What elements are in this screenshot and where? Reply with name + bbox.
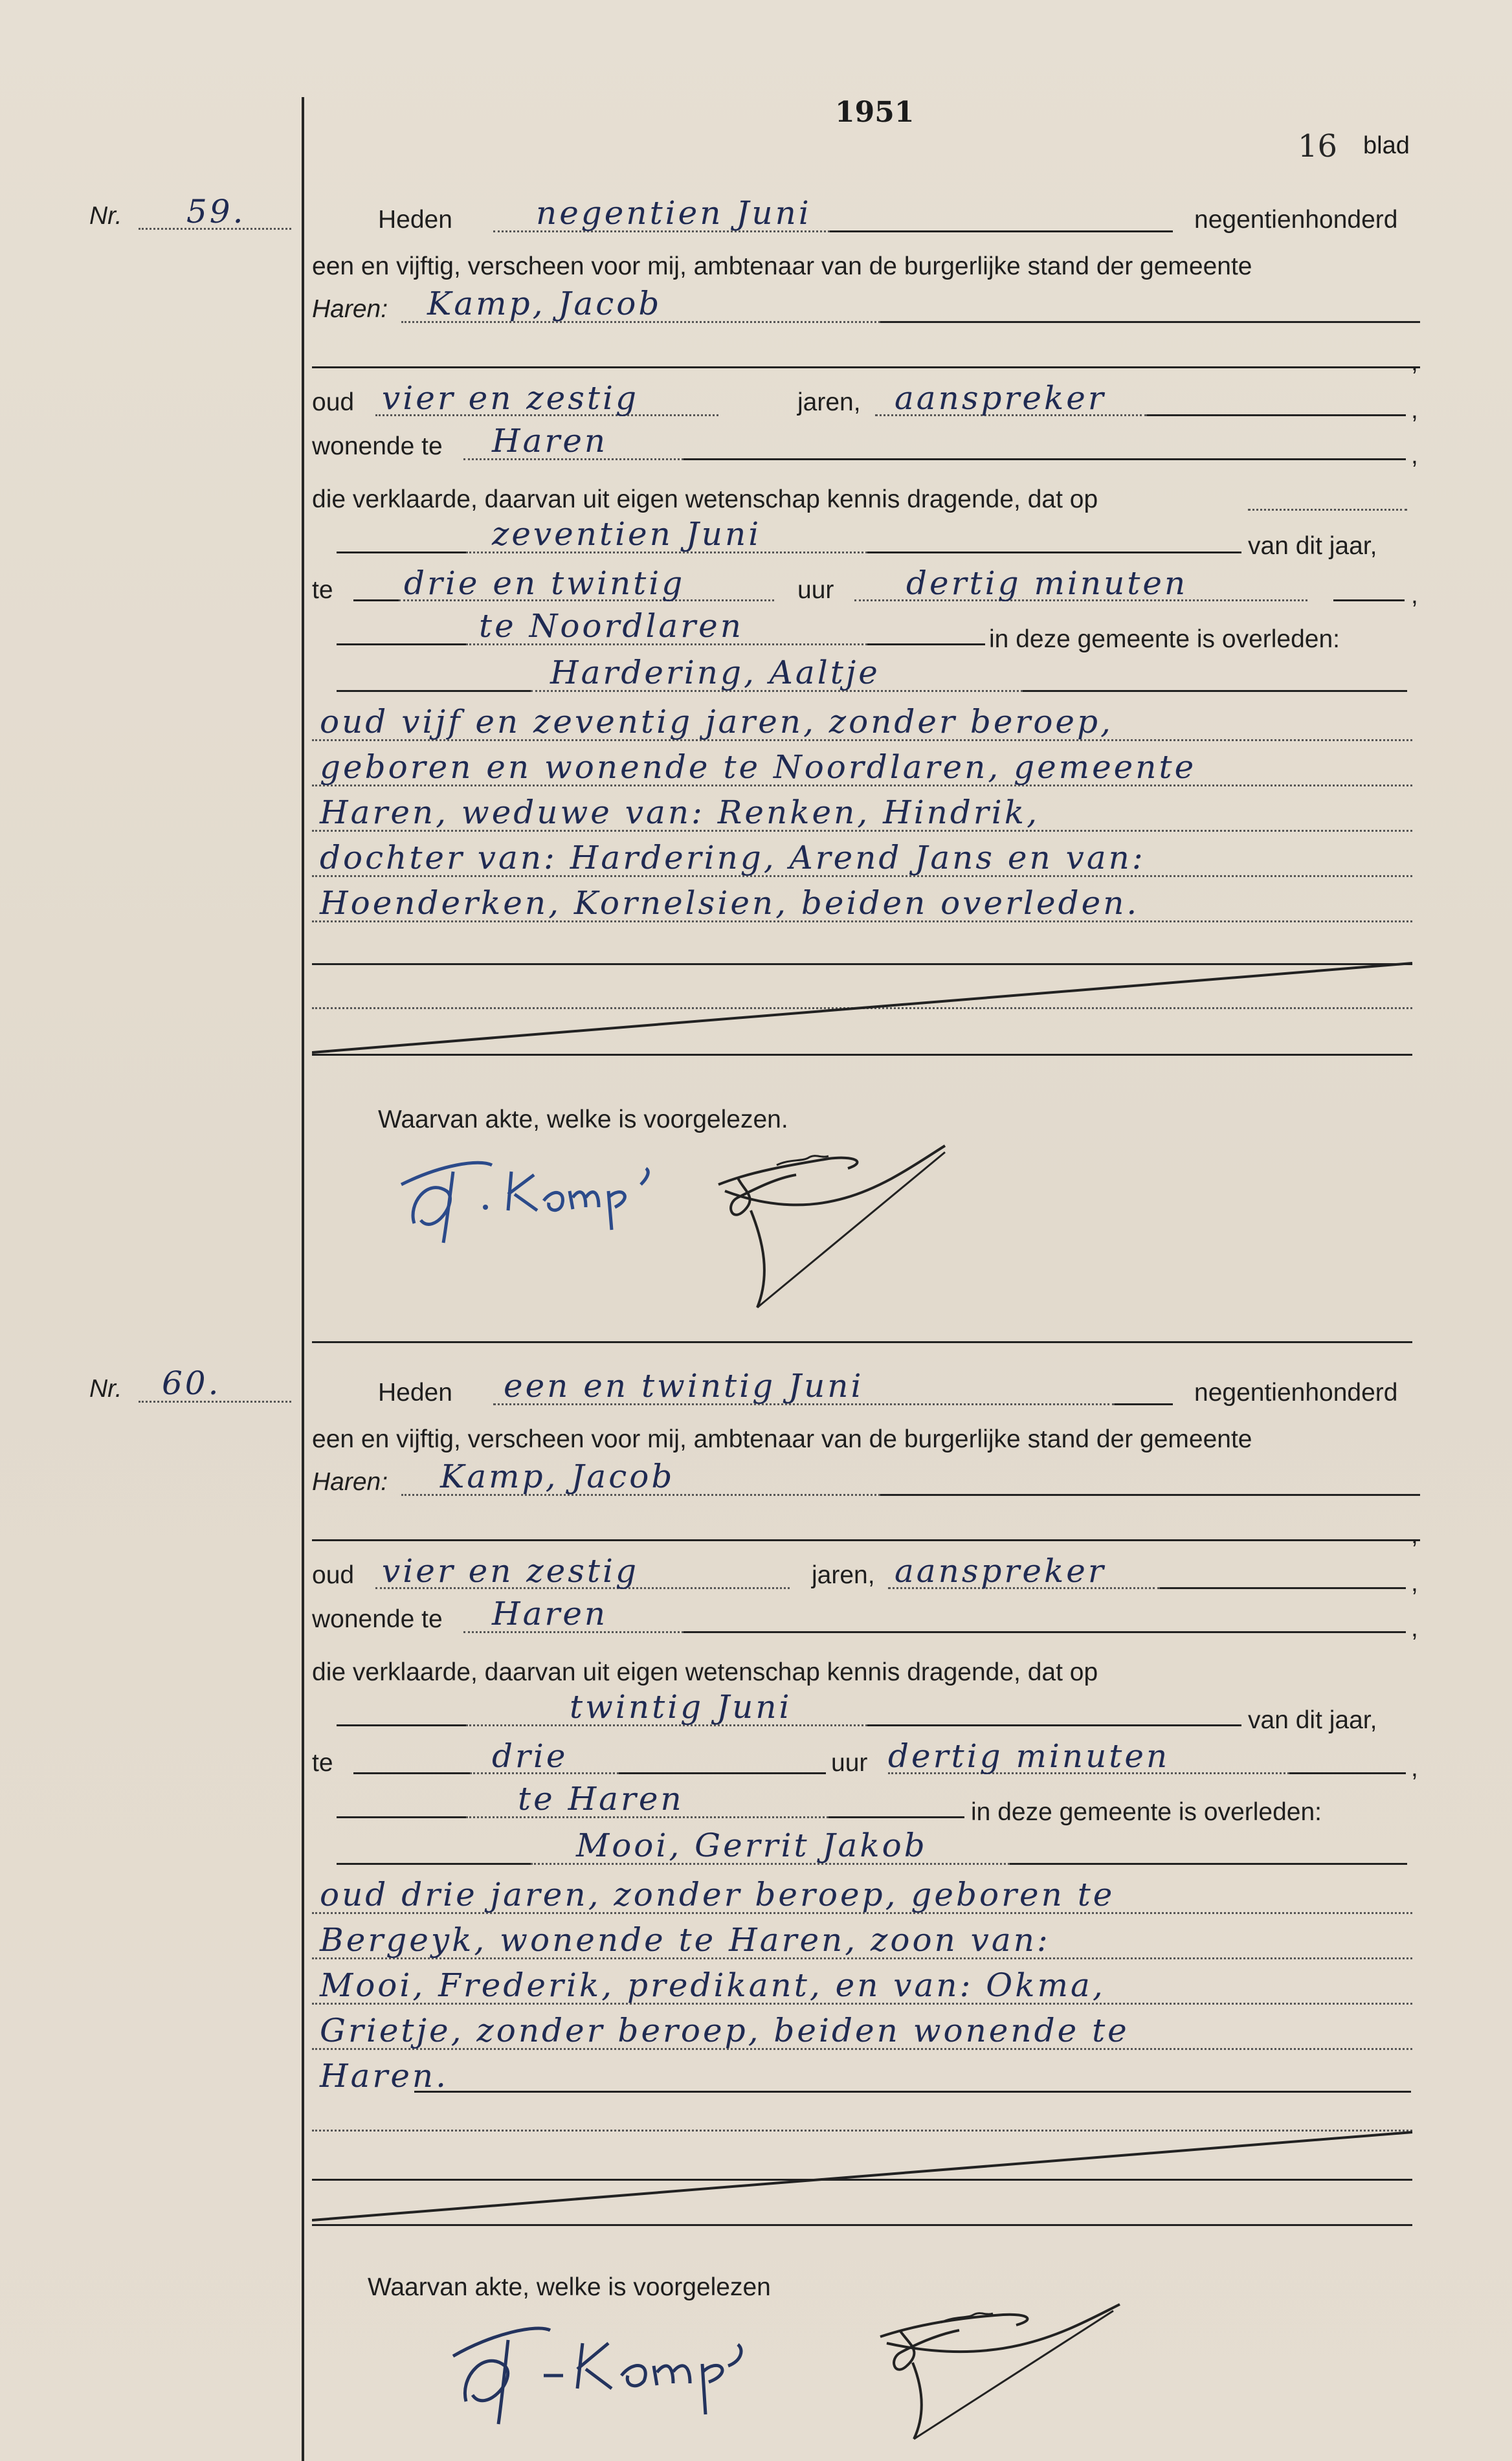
jaren-label: jaren, — [812, 1561, 875, 1589]
closing-text: Waarvan akte, welke is voorgelezen — [368, 2273, 771, 2301]
declarant-signature — [440, 2304, 854, 2434]
deceased-details-5: Hoenderken, Kornelsien, beiden overleden. — [320, 884, 1140, 922]
van-dit-jaar: van dit jaar, — [1248, 1706, 1377, 1734]
register-year: 1951 — [835, 96, 915, 129]
blank-rule — [312, 366, 1420, 368]
declarant-residence: Haren — [492, 1595, 608, 1632]
comma: , — [1411, 1569, 1418, 1597]
declarant-occupation: aanspreker — [895, 379, 1106, 417]
death-minutes: dertig minuten — [888, 1737, 1170, 1775]
death-date-rule-b — [867, 551, 1241, 553]
death-place: te Haren — [518, 1780, 684, 1818]
record-number: 60. — [162, 1364, 221, 1402]
death-minutes: dertig minuten — [906, 564, 1188, 602]
deceased-details-5: Haren. — [320, 2057, 449, 2095]
deceased-rule-b — [1010, 1863, 1407, 1865]
comma: , — [1411, 581, 1418, 609]
occupation-rule-solid — [1160, 1587, 1406, 1589]
wonende-label: wonende te — [312, 1605, 443, 1633]
record-number: 59. — [186, 193, 246, 230]
death-date: twintig Juni — [570, 1688, 792, 1726]
residence-rule-solid — [684, 458, 1406, 460]
deceased-rule-b — [1023, 690, 1407, 692]
preamble-text: een en vijftig, verscheen voor mij, ambtenaar van de burgerlijke stand der gemeente — [312, 1425, 1252, 1453]
municipality-label: Haren: — [312, 295, 388, 323]
registration-date: negentien Juni — [536, 194, 812, 232]
death-place: te Noordlaren — [479, 607, 744, 645]
deceased-details-2: geboren en wonende te Noordlaren, gemeente — [320, 748, 1197, 786]
wonende-label: wonende te — [312, 432, 443, 460]
place-rule-a — [337, 1816, 466, 1818]
official-signature-graphic — [699, 1139, 971, 1320]
comma: , — [1411, 1521, 1418, 1549]
heden-label: Heden — [378, 206, 452, 234]
declarant-signature — [388, 1146, 725, 1249]
deceased-details-1: oud vijf en zeventig jaren, zonder beroep, — [320, 703, 1113, 741]
strike-through-line — [312, 958, 1425, 1062]
declarant-rule-solid — [880, 1494, 1420, 1496]
preamble-text: een en vijftig, verscheen voor mij, ambtenaar van de burgerlijke stand der gemeente — [312, 252, 1252, 280]
margin-rule — [302, 97, 304, 2461]
death-date-rule-a — [337, 1724, 466, 1726]
declarant-age: vier en zestig — [382, 379, 639, 417]
declarant-age: vier en zestig — [382, 1552, 639, 1590]
year-prefix: negentienhonderd — [1194, 206, 1398, 234]
declarant-occupation: aanspreker — [895, 1552, 1106, 1590]
page-label: blad — [1363, 132, 1410, 159]
uur-label: uur — [797, 576, 834, 604]
residence-rule-solid — [684, 1631, 1406, 1633]
occupation-rule-solid — [1147, 414, 1406, 416]
entry-separator — [312, 1341, 1412, 1343]
declaration-text: die verklaarde, daarvan uit eigen wetenschap kennis dragende, dat op — [312, 485, 1098, 513]
deceased-name: Mooi, Gerrit Jakob — [576, 1827, 928, 1864]
place-rule-b — [867, 643, 985, 645]
registration-date: een en twintig Juni — [504, 1367, 864, 1405]
hour-rule-a — [353, 599, 399, 601]
te-label: te — [312, 1749, 333, 1777]
date-rule-solid — [1115, 1403, 1173, 1405]
declaration-rule — [1248, 509, 1407, 511]
death-date-rule-b — [867, 1724, 1241, 1726]
nr-label: Nr. — [89, 1375, 122, 1403]
place-rule-a — [337, 643, 466, 645]
detail-rule — [414, 2091, 1411, 2093]
deceased-details-3: Mooi, Frederik, predikant, en van: Okma, — [320, 1966, 1106, 2004]
declarant-name: Kamp, Jacob — [440, 1458, 675, 1495]
van-dit-jaar: van dit jaar, — [1248, 532, 1377, 560]
overleden-text: in deze gemeente is overleden: — [989, 625, 1340, 653]
death-hour: drie — [492, 1737, 568, 1775]
declarant-signature-graphic — [440, 2304, 854, 2434]
year-prefix: negentienhonderd — [1194, 1379, 1398, 1407]
closing-text: Waarvan akte, welke is voorgelezen. — [378, 1106, 788, 1133]
minutes-rule-b — [1289, 1772, 1406, 1774]
comma: , — [1411, 1614, 1418, 1642]
official-signature — [861, 2291, 1139, 2447]
declarant-name: Kamp, Jacob — [427, 285, 662, 322]
municipality-label: Haren: — [312, 1468, 388, 1496]
death-date: zeventien Juni — [492, 515, 762, 553]
minutes-rule-b — [1333, 599, 1405, 601]
declarant-residence: Haren — [492, 422, 608, 460]
official-signature-graphic — [861, 2291, 1139, 2447]
comma: , — [1411, 348, 1418, 376]
place-rule-b — [828, 1816, 964, 1818]
blank-rule — [312, 1539, 1420, 1541]
te-label: te — [312, 576, 333, 604]
deceased-rule-a — [337, 1863, 531, 1865]
deceased-details-2: Bergeyk, wonende te Haren, zoon van: — [320, 1921, 1051, 1959]
page-number: 16 — [1298, 128, 1338, 164]
date-rule-solid — [830, 230, 1173, 232]
deceased-name: Hardering, Aaltje — [550, 654, 880, 691]
uur-label: uur — [831, 1749, 868, 1777]
deceased-rule-a — [337, 690, 531, 692]
nr-label: Nr. — [89, 202, 122, 230]
comma: , — [1411, 1754, 1418, 1782]
heden-label: Heden — [378, 1379, 452, 1407]
oud-label: oud — [312, 388, 355, 416]
hour-rule-b — [619, 1772, 826, 1774]
official-signature — [699, 1139, 971, 1320]
deceased-details-1: oud drie jaren, zonder beroep, geboren te — [320, 1876, 1115, 1913]
death-date-rule-a — [337, 551, 466, 553]
comma: , — [1411, 441, 1418, 469]
comma: , — [1411, 396, 1418, 424]
overleden-text: in deze gemeente is overleden: — [971, 1798, 1322, 1826]
declaration-text: die verklaarde, daarvan uit eigen wetenschap kennis dragende, dat op — [312, 1658, 1098, 1686]
death-hour: drie en twintig — [404, 564, 685, 602]
hour-rule-a — [353, 1772, 470, 1774]
strike-through-line — [312, 2130, 1425, 2233]
declarant-signature-graphic — [388, 1146, 725, 1249]
oud-label: oud — [312, 1561, 355, 1589]
jaren-label: jaren, — [797, 388, 861, 416]
deceased-details-4: Grietje, zonder beroep, beiden wonende te — [320, 2012, 1129, 2049]
deceased-details-3: Haren, weduwe van: Renken, Hindrik, — [320, 794, 1040, 831]
deceased-details-4: dochter van: Hardering, Arend Jans en van: — [320, 839, 1146, 876]
declarant-rule-solid — [880, 321, 1420, 323]
